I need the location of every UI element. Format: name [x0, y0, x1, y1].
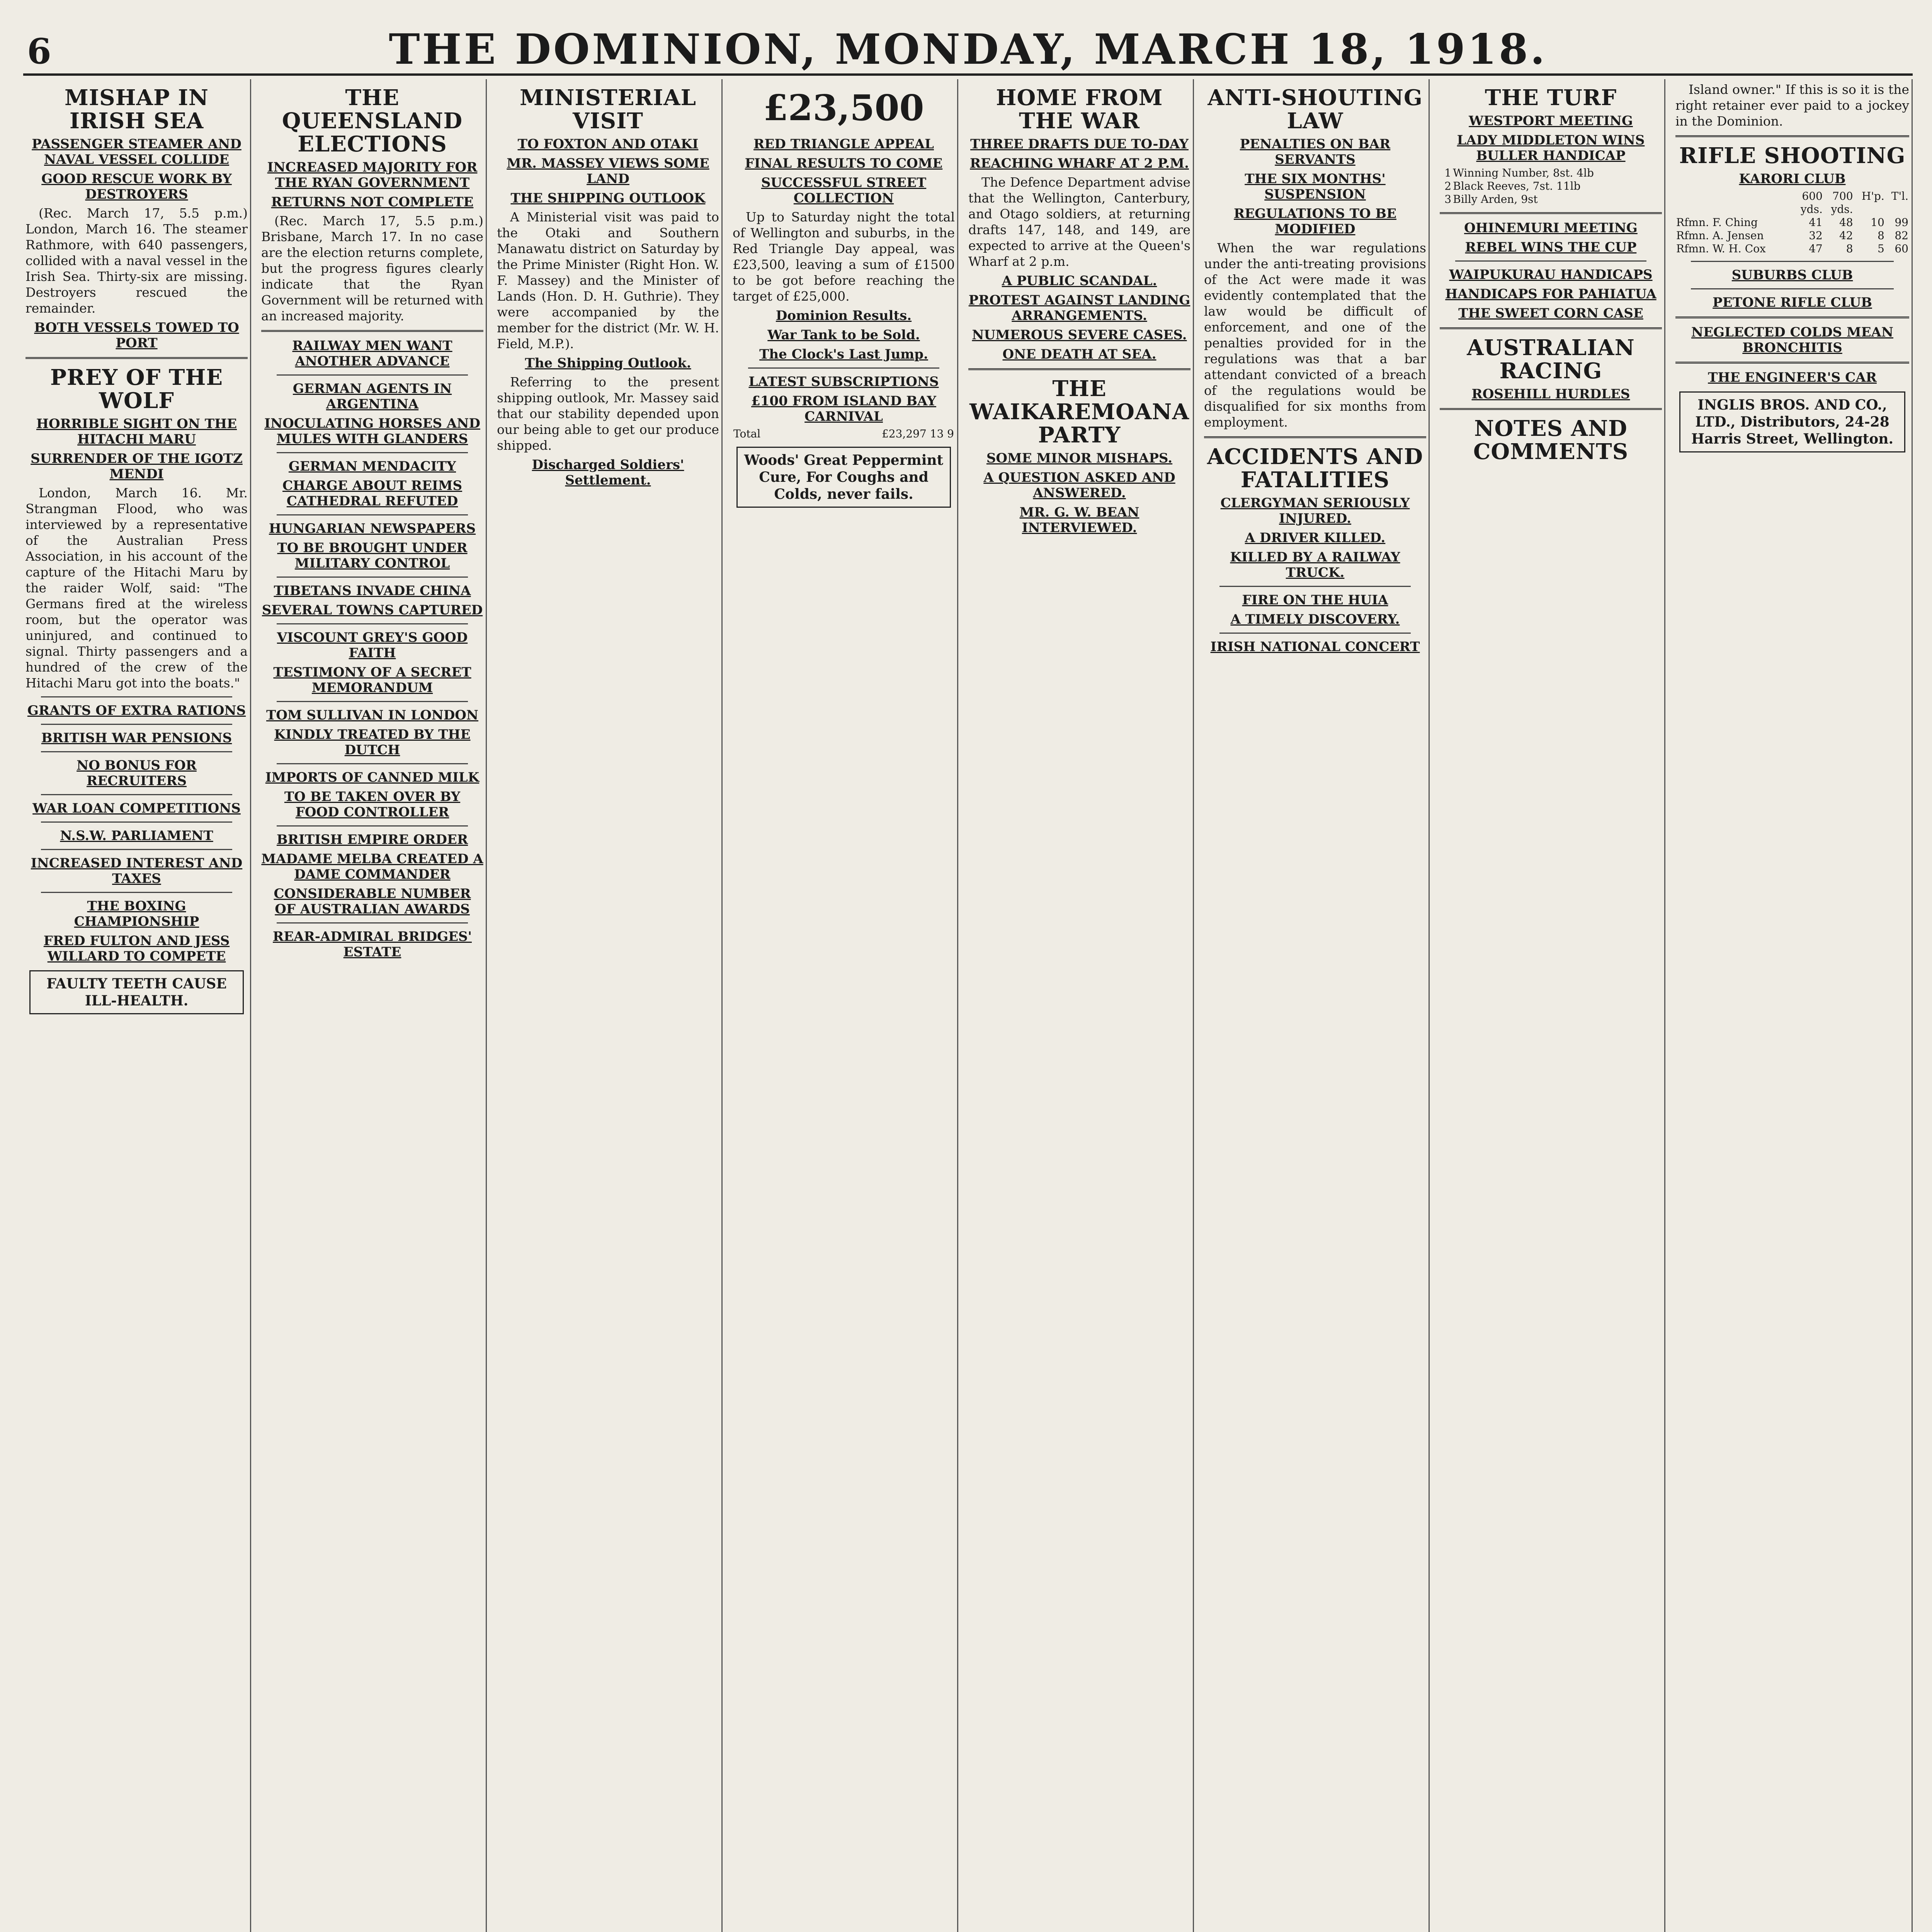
divider	[277, 374, 468, 376]
subhead: THREE DRAFTS DUE TO-DAY	[970, 136, 1189, 152]
advertisement: FAULTY TEETH CAUSE ILL-HEALTH.	[29, 970, 244, 1014]
headline: ANTI-SHOUTING LAW	[1208, 85, 1423, 134]
article-text: Up to Saturday night the total of Wellington and suburbs, in the Red Triangle Day appeal, was £23,500, leaving a sum of £1500 to be got before reaching the target of £25,000.	[733, 209, 955, 304]
page-number: 6	[27, 31, 51, 72]
article-text: Referring to the present shipping outlook, Mr. Massey said that our stability depended upon our being able to get our produce shipped.	[497, 374, 719, 453]
divider	[41, 849, 232, 850]
subhead: ONE DEATH AT SEA.	[1002, 347, 1156, 362]
subhead: £100 FROM ISLAND BAY CARNIVAL	[751, 393, 936, 424]
subhead: TIBETANS INVADE CHINA	[274, 583, 471, 599]
subhead: CLERGYMAN SERIOUSLY INJURED.	[1220, 495, 1410, 526]
handicap: 8	[1877, 229, 1884, 242]
subhead: THE SWEET CORN CASE	[1458, 306, 1643, 321]
headline: THE QUEENSLAND ELECTIONS	[282, 85, 463, 157]
subhead: CHARGE ABOUT REIMS CATHEDRAL REFUTED	[282, 478, 463, 509]
total: 99	[1895, 216, 1908, 229]
score: 42	[1839, 229, 1853, 242]
headline: HOME FROM THE WAR	[996, 85, 1163, 134]
subhead: REAR-ADMIRAL BRIDGES' ESTATE	[273, 929, 472, 960]
score: 48	[1839, 216, 1853, 229]
article-text: (Rec. March 17, 5.5 p.m.) Brisbane, March 17. In no case are the election returns complete, but the progress figures clearly indicate that the Ryan Government will be returned with an increased majority.	[261, 213, 483, 323]
divider	[1675, 135, 1909, 137]
placing: 2	[1444, 180, 1452, 192]
subhead: IMPORTS OF CANNED MILK	[265, 770, 480, 785]
subhead: BRITISH WAR PENSIONS	[41, 730, 232, 746]
headline: RIFLE SHOOTING	[1679, 143, 1906, 168]
divider	[1204, 436, 1426, 438]
column-8	[1673, 79, 1913, 1932]
divider	[1675, 316, 1909, 318]
subhead: FRED FULTON AND JESS WILLARD TO COMPETE	[43, 933, 230, 964]
column-header: 600	[1802, 190, 1823, 202]
column-2	[259, 79, 487, 1932]
section-heading: Dominion Results.	[776, 308, 912, 323]
divider	[1691, 288, 1894, 289]
subhead: A DRIVER KILLED.	[1245, 530, 1386, 546]
placing: 1	[1444, 167, 1452, 179]
section-heading: NUMEROUS SEVERE CASES.	[972, 327, 1187, 343]
table-row	[1440, 180, 1662, 193]
advertisement: INGLIS BROS. AND CO., LTD., Distributors, 24-28 Harris Street, Wellington.	[1679, 391, 1905, 452]
headline: NOTES AND COMMENTS	[1473, 416, 1629, 464]
subhead: INCREASED INTEREST AND TAXES	[31, 855, 243, 886]
subhead: N.S.W. PARLIAMENT	[60, 828, 213, 844]
divider	[41, 751, 232, 752]
subhead: BOTH VESSELS TOWED TO PORT	[34, 320, 239, 351]
subhead: INOCULATING HORSES AND MULES WITH GLANDERS	[264, 416, 480, 447]
divider	[261, 330, 483, 332]
subhead: THE SIX MONTHS' SUSPENSION	[1245, 171, 1386, 202]
subhead: THE SHIPPING OUTLOOK	[510, 190, 706, 206]
subhead: LATEST SUBSCRIPTIONS	[748, 374, 939, 389]
subhead: CONSIDERABLE NUMBER OF AUSTRALIAN AWARDS	[274, 886, 471, 917]
table-row	[1440, 193, 1662, 206]
subhead: RAILWAY MEN WANT ANOTHER ADVANCE	[292, 338, 452, 369]
horse-name: Billy Arden, 9st	[1453, 193, 1538, 206]
column-7	[1437, 79, 1665, 1932]
appeal-total-headline: £23,500	[763, 87, 924, 129]
section-heading: War Tank to be Sold.	[767, 327, 920, 343]
subhead: IRISH NATIONAL CONCERT	[1210, 639, 1420, 655]
article-text: When the war regulations under the anti-treating provisions of the Act were made it was evidently contemplated that the law would be difficult of enforcement, and one of the penalties provided for in the regulations was that a bar attendant convicted of a breach of the regulations would be disqualified for six months from employment.	[1204, 240, 1426, 430]
table-row	[1675, 216, 1909, 229]
column-1	[23, 79, 251, 1932]
headline: MISHAP IN IRISH SEA	[65, 85, 209, 134]
divider	[1455, 260, 1646, 262]
subhead: THE ENGINEER'S CAR	[1708, 370, 1877, 385]
masthead	[23, 15, 1913, 76]
horse-name: Black Reeves, 7st. 11lb	[1453, 180, 1581, 192]
divider	[1691, 261, 1894, 262]
rifle-scores	[1675, 190, 1909, 255]
column-3	[495, 79, 723, 1932]
subhead: MR. G. W. BEAN INTERVIEWED.	[1019, 505, 1139, 536]
subhead: HANDICAPS FOR PAHIATUA	[1445, 286, 1656, 302]
subhead: KARORI CLUB	[1739, 171, 1846, 187]
score: 8	[1846, 242, 1853, 255]
shooter-name: Rfmn. F. Ching	[1676, 216, 1758, 229]
article-text: A Ministerial visit was paid to the Otaki and Southern Manawatu district on Saturday by the Prime Minister (Right Hon. W. F. Massey) and the Minister of Lands (Hon. D. H. Guthrie). They were accompanied by the member for the district (Mr. W. H. Field, M.P.).	[497, 209, 719, 351]
divider	[26, 357, 248, 359]
divider	[277, 825, 468, 827]
subhead: MR. MASSEY VIEWS SOME LAND	[507, 156, 709, 187]
divider	[277, 623, 468, 624]
subhead: SEVERAL TOWNS CAPTURED	[262, 602, 483, 618]
subhead: SUBURBS CLUB	[1731, 267, 1853, 283]
subhead: GERMAN AGENTS IN ARGENTINA	[293, 381, 452, 412]
subhead: TO FOXTON AND OTAKI	[517, 136, 699, 152]
newspaper-title: THE DOMINION, MONDAY, MARCH 18, 1918.	[389, 25, 1547, 74]
subhead: NO BONUS FOR RECRUITERS	[77, 758, 197, 789]
subhead: TO BE TAKEN OVER BY FOOD CONTROLLER	[284, 789, 461, 820]
divider	[277, 514, 468, 515]
table-row	[1440, 167, 1662, 180]
subhead: WAIPUKURAU HANDICAPS	[1449, 267, 1653, 282]
article-text: London, March 16. Mr. Strangman Flood, who was interviewed by a representative of the Australian Press Association, in his account of the capture of the Hitachi Maru by the raider Wolf, said: "The Germans fired at the wireless room, but the operator was uninjured, and continued to signal. Thirty passengers and a hundred of the crew of the Hitachi Maru got into the boats."	[26, 485, 248, 690]
subhead: SURRENDER OF THE IGOTZ MENDI	[31, 451, 243, 482]
divider	[1219, 633, 1411, 634]
subhead: TESTIMONY OF A SECRET MEMORANDUM	[273, 665, 471, 696]
handicap: 5	[1877, 242, 1884, 255]
placing: 3	[1444, 193, 1452, 206]
divider	[41, 696, 232, 697]
subhead: GRANTS OF EXTRA RATIONS	[27, 703, 246, 718]
section-heading: Discharged Soldiers' Settlement.	[532, 457, 684, 488]
score: 47	[1809, 242, 1823, 255]
column-header: yds.	[1831, 203, 1853, 216]
subscriptions-total	[733, 427, 955, 440]
section-heading: The Clock's Last Jump.	[759, 347, 928, 362]
divider	[41, 794, 232, 795]
section-heading: A PUBLIC SCANDAL.	[1002, 273, 1157, 289]
section-heading: A QUESTION ASKED AND ANSWERED.	[983, 470, 1175, 501]
subhead: RETURNS NOT COMPLETE	[271, 194, 474, 210]
subhead: KINDLY TREATED BY THE DUTCH	[274, 727, 471, 758]
shooter-name: Rfmn. A. Jensen	[1676, 229, 1764, 242]
total: 82	[1895, 229, 1908, 242]
column-6	[1202, 79, 1430, 1932]
headline: AUSTRALIAN RACING	[1467, 335, 1635, 384]
subhead: REGULATIONS TO BE MODIFIED	[1234, 206, 1396, 237]
horse-name: Winning Number, 8st. 4lb	[1453, 167, 1594, 179]
subhead: PROTEST AGAINST LANDING ARRANGEMENTS.	[968, 293, 1190, 323]
table-row	[1675, 242, 1909, 255]
subhead: WESTPORT MEETING	[1469, 113, 1633, 129]
headline: ACCIDENTS AND FATALITIES	[1207, 444, 1423, 493]
subhead: SUCCESSFUL STREET COLLECTION	[761, 175, 927, 206]
divider	[277, 922, 468, 923]
subhead: BRITISH EMPIRE ORDER	[276, 832, 468, 847]
divider	[41, 821, 232, 823]
subhead: FIRE ON THE HUIA	[1242, 592, 1388, 608]
subhead: HORRIBLE SIGHT ON THE HITACHI MARU	[36, 416, 237, 447]
shooter-name: Rfmn. W. H. Cox	[1676, 242, 1766, 255]
subhead: REBEL WINS THE CUP	[1465, 240, 1637, 255]
score: 41	[1809, 216, 1823, 229]
subhead: INCREASED MAJORITY FOR THE RYAN GOVERNMENT	[267, 160, 478, 190]
divider	[277, 701, 468, 702]
column-header: yds.	[1800, 203, 1823, 216]
subhead: GOOD RESCUE WORK BY DESTROYERS	[41, 171, 232, 202]
subhead: REACHING WHARF AT 2 P.M.	[970, 156, 1189, 171]
subhead: SOME MINOR MISHAPS.	[986, 451, 1173, 466]
divider	[277, 763, 468, 764]
subhead: LADY MIDDLETON WINS BULLER HANDICAP	[1457, 133, 1645, 163]
divider	[1440, 327, 1662, 329]
article-text: The Defence Department advise that the Wellington, Canterbury, and Otago soldiers, at returning drafts 147, 148, and 149, are expected to arrive at the Queen's Wharf at 2 p.m.	[968, 175, 1190, 269]
headline: MINISTERIAL VISIT	[520, 85, 696, 134]
divider	[1219, 586, 1411, 587]
divider	[277, 452, 468, 453]
headline: THE WAIKAREMOANA PARTY	[969, 376, 1189, 448]
total-value: £23,297 13 9	[881, 427, 954, 440]
column-5	[966, 79, 1194, 1932]
divider	[277, 577, 468, 578]
subhead: HUNGARIAN NEWSPAPERS	[269, 521, 476, 536]
subhead: PETONE RIFLE CLUB	[1713, 295, 1872, 310]
subhead: PASSENGER STEAMER AND NAVAL VESSEL COLLIDE	[32, 136, 242, 167]
subhead: NEGLECTED COLDS MEAN BRONCHITIS	[1691, 325, 1893, 355]
article-text: Island owner." If this is so it is the right retainer ever paid to a jockey in the Dominion.	[1675, 82, 1909, 129]
subhead: OHINEMURI MEETING	[1464, 220, 1638, 236]
headline: PREY OF THE WOLF	[50, 365, 223, 413]
section-heading: The Shipping Outlook.	[525, 355, 691, 371]
subhead: THE BOXING CHAMPIONSHIP	[74, 898, 199, 929]
score: 32	[1809, 229, 1823, 242]
column-header: 700	[1832, 190, 1853, 202]
subhead: MADAME MELBA CREATED A DAME COMMANDER	[261, 851, 483, 882]
subhead: GERMAN MENDACITY	[288, 459, 456, 474]
total-label: Total	[733, 427, 761, 440]
subhead: VISCOUNT GREY'S GOOD FAITH	[277, 630, 468, 661]
column-header: T'l.	[1891, 190, 1908, 202]
subhead: TO BE BROUGHT UNDER MILITARY CONTROL	[277, 540, 468, 571]
advertisement: Woods' Great Peppermint Cure, For Coughs and Colds, never fails.	[736, 447, 951, 508]
divider	[968, 368, 1190, 370]
subhead: RED TRIANGLE APPEAL	[753, 136, 934, 152]
divider	[41, 724, 232, 725]
divider	[1440, 408, 1662, 410]
table-header-row	[1675, 203, 1909, 216]
table-row	[1675, 229, 1909, 242]
subhead: ROSEHILL HURDLES	[1471, 386, 1630, 402]
subhead: A TIMELY DISCOVERY.	[1230, 612, 1400, 627]
subhead: WAR LOAN COMPETITIONS	[32, 801, 241, 816]
race-results	[1440, 167, 1662, 206]
headline: THE TURF	[1485, 85, 1617, 111]
divider	[41, 892, 232, 893]
column-header: H'p.	[1861, 190, 1884, 202]
divider	[1440, 212, 1662, 214]
article-text: (Rec. March 17, 5.5 p.m.) London, March 16. The steamer Rathmore, with 640 passengers, collided with a naval vessel in the Irish Sea. Thirty-six are missing. Destroyers rescued the remainder.	[26, 206, 248, 316]
column-4	[730, 79, 958, 1932]
subhead: TOM SULLIVAN IN LONDON	[266, 707, 478, 723]
subhead: PENALTIES ON BAR SERVANTS	[1240, 136, 1391, 167]
divider	[748, 367, 939, 369]
subhead: KILLED BY A RAILWAY TRUCK.	[1230, 549, 1400, 580]
handicap: 10	[1871, 216, 1884, 229]
subhead: FINAL RESULTS TO COME	[745, 156, 943, 171]
divider	[1675, 362, 1909, 364]
total: 60	[1895, 242, 1908, 255]
table-header-row	[1675, 190, 1909, 203]
